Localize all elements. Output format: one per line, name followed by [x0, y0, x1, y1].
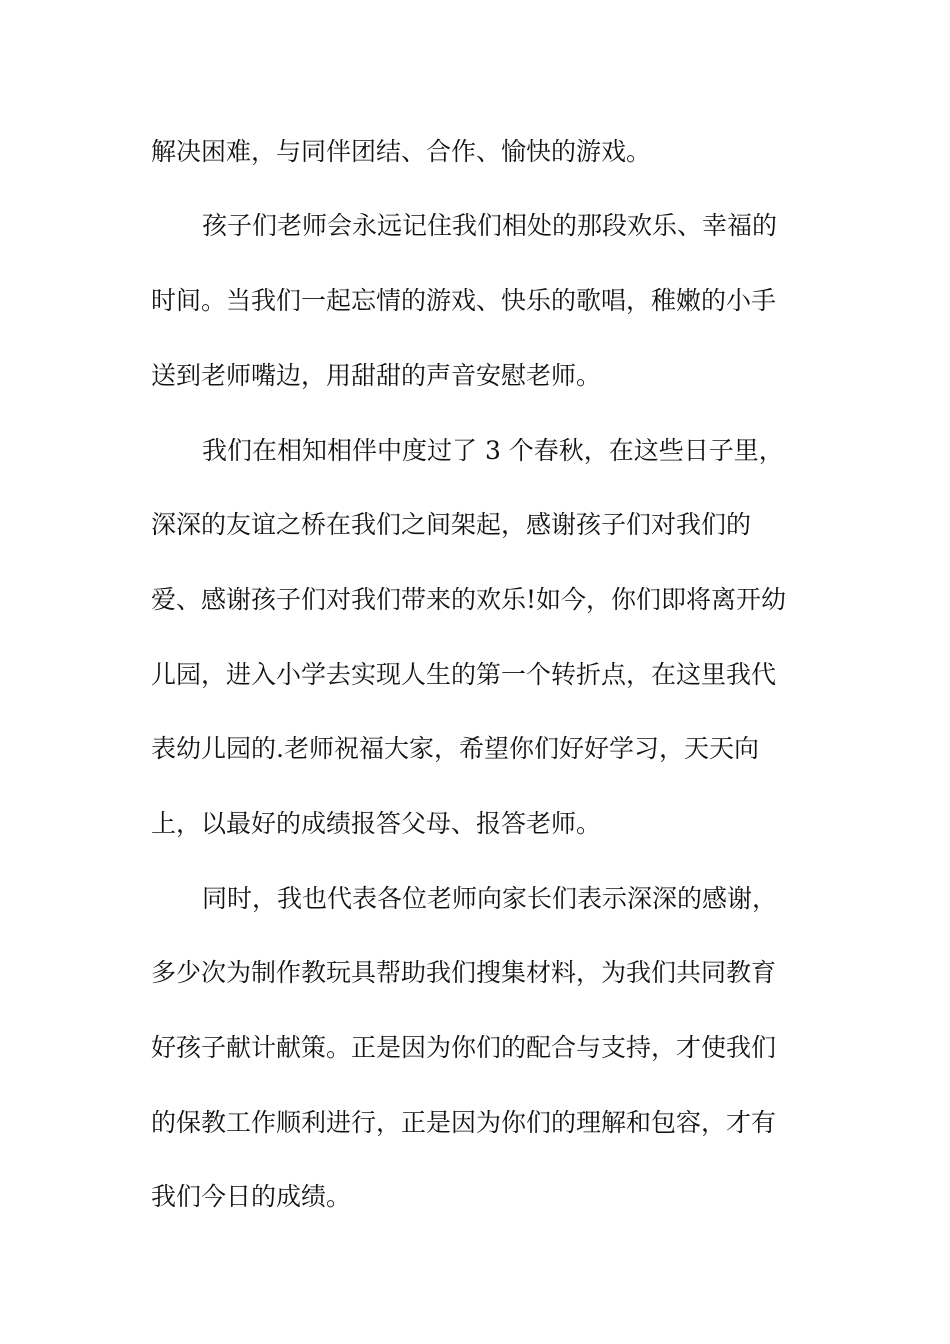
- body-text-line: 深深的友谊之桥在我们之间架起，感谢孩子们对我们的: [151, 510, 752, 539]
- body-text-line: 好孩子献计献策。正是因为你们的配合与支持，才使我们: [151, 1033, 777, 1062]
- paragraph-first-line: 孩子们老师会永远记住我们相处的那段欢乐、幸福的: [202, 211, 778, 240]
- paragraph-first-line: 我们在相知相伴中度过了 3 个春秋，在这些日子里，: [202, 436, 784, 465]
- body-text-line: 的保教工作顺利进行，正是因为你们的理解和包容，才有: [151, 1108, 777, 1137]
- body-text-line: 爱、感谢孩子们对我们带来的欢乐!如今，你们即将离开幼: [151, 585, 787, 614]
- body-text-line: 上，以最好的成绩报答父母、报答老师。: [151, 809, 602, 838]
- body-text-line: 解决困难，与同伴团结、合作、愉快的游戏。: [151, 137, 652, 166]
- body-text-line: 儿园，进入小学去实现人生的第一个转折点，在这里我代: [151, 660, 777, 689]
- body-text-line: 表幼儿园的.老师祝福大家，希望你们好好学习，天天向: [151, 734, 759, 763]
- body-text-line: 时间。当我们一起忘情的游戏、快乐的歌唱，稚嫩的小手: [151, 286, 777, 315]
- body-text-line: 送到老师嘴边，用甜甜的声音安慰老师。: [151, 361, 602, 390]
- paragraph-first-line: 同时，我也代表各位老师向家长们表示深深的感谢，: [202, 884, 778, 913]
- body-text-line: 我们今日的成绩。: [151, 1182, 352, 1211]
- body-text-line: 多少次为制作教玩具帮助我们搜集材料，为我们共同教育: [151, 958, 777, 987]
